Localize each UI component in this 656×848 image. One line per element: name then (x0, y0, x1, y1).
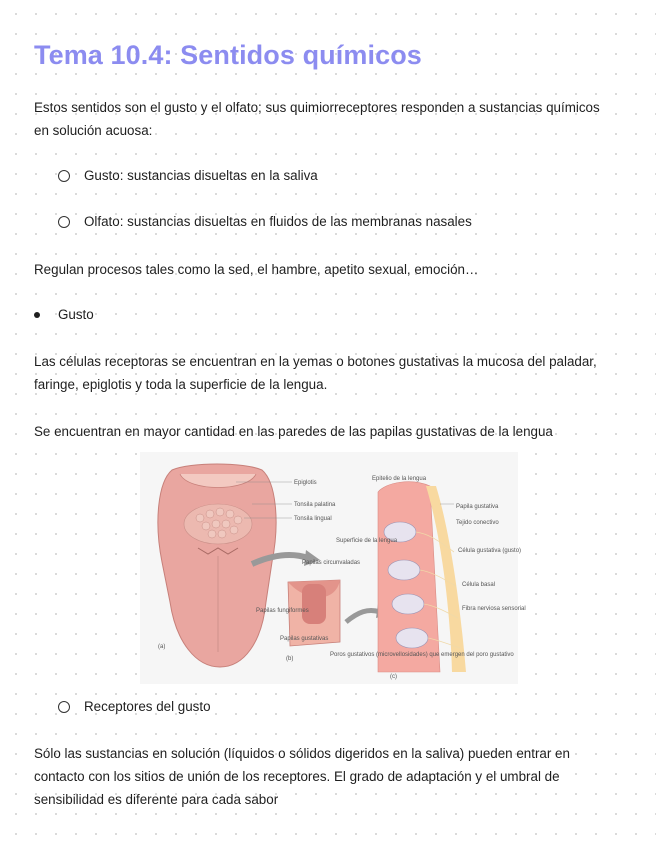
hollow-bullet-icon (58, 170, 70, 182)
label-tejido-conectivo: Tejido conectivo (456, 520, 499, 526)
label-papilas-gustativas: Papilas gustativas (280, 636, 329, 642)
label-a: (a) (158, 644, 166, 650)
list-item-gusto (58, 166, 318, 186)
label-papilas-circunvaladas: Papilas circunvaladas (302, 560, 361, 566)
hollow-bullet-icon (58, 701, 70, 713)
list-item-text: Olfato: sustancias disueltas en fluidos de las membranas nasales (84, 214, 472, 229)
cells-paragraph: Las células receptoras se encuentran en la yemas o botones gustativas la mucosa del paladar, faringe, epiglotis y toda la superficie de la lengua. (34, 354, 597, 392)
label-b: (b) (286, 656, 294, 662)
label-papila-gustativa: Papila gustativa (456, 504, 499, 510)
filled-bullet-icon (34, 312, 40, 318)
final-paragraph: Sólo las sustancias en solución (líquidos o sólidos digeridos en la saliva) pueden entrar en contacto con los sitios de unión de los receptores. El grado de adaptación y el umbral de sensibilidad es diferente para cada sabor (34, 746, 570, 807)
bullet-gusto (34, 305, 94, 325)
list-item-text: Gusto: sustancias disueltas en la saliva (84, 168, 318, 183)
label-tonsila-palatina: Tonsila palatina (294, 502, 336, 508)
bullet-text: Gusto (58, 307, 94, 322)
label-c: (c) (390, 674, 397, 680)
label-celula-basal: Célula basal (462, 582, 496, 588)
list-item-text: Receptores del gusto (84, 699, 211, 714)
location-paragraph: Se encuentran en mayor cantidad en las paredes de las papilas gustativas de la lengua (34, 424, 553, 439)
regulate-paragraph: Regulan procesos tales como la sed, el hambre, apetito sexual, emoción… (34, 262, 479, 277)
label-epitelio: Epitelio de la lengua (372, 476, 427, 482)
page-title: Tema 10.4: Sentidos químicos (34, 40, 422, 70)
label-celula-gustativa: Célula gustativa (gusto) (458, 548, 522, 554)
label-poros: Poros gustativos (microvellosidades) que emergen del poro gustativo (330, 652, 514, 658)
label-fibra: Fibra nerviosa sensorial (462, 606, 526, 612)
list-item-olfato (58, 212, 472, 232)
hollow-bullet-icon (58, 216, 70, 228)
label-tonsila-lingual: Tonsila lingual (294, 516, 332, 522)
label-epiglotis: Epiglotis (294, 480, 317, 486)
label-superficie: Superficie de la lengua (336, 538, 398, 544)
intro-paragraph: Estos sentidos son el gusto y el olfato; sus quimiorreceptores responden a sustancias químicos en solución acuosa: (34, 100, 600, 138)
list-item-receptores (58, 697, 211, 717)
label-papilas-fungiformes: Papilas fungiformes (256, 608, 309, 614)
tongue-anatomy-figure (140, 452, 526, 684)
